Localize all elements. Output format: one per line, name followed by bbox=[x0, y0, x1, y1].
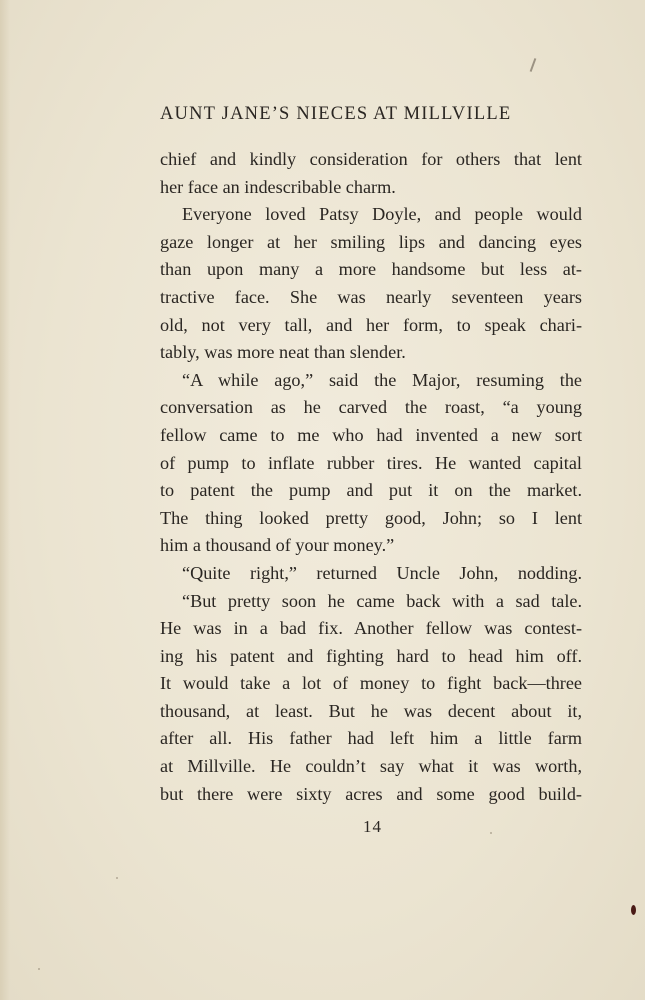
text-line: conversation as he carved the roast, “a young bbox=[160, 397, 582, 418]
paper-speck bbox=[490, 832, 492, 834]
pencil-mark bbox=[530, 58, 537, 72]
text-line: tractive face. She was nearly seventeen years bbox=[160, 286, 582, 307]
text-line: her face an indescribable charm. bbox=[160, 176, 396, 197]
text-line: gaze longer at her smiling lips and dancing eyes bbox=[160, 231, 582, 252]
text-line: him a thousand of your money.” bbox=[160, 535, 395, 556]
text-line: “Quite right,” returned Uncle John, nodding. bbox=[182, 562, 582, 583]
text-line: He was in a bad fix. Another fellow was contest- bbox=[160, 618, 582, 639]
text-line: ing his patent and fighting hard to head him off. bbox=[160, 645, 582, 666]
text-line: of pump to inflate rubber tires. He wanted capital bbox=[160, 452, 582, 473]
text-line: than upon many a more handsome but less at- bbox=[160, 259, 582, 280]
page-number: 14 bbox=[363, 817, 382, 836]
text-line: thousand, at least. But he was decent about it, bbox=[160, 700, 582, 721]
text-line: “But pretty soon he came back with a sad tale. bbox=[182, 590, 582, 611]
text-line: It would take a lot of money to fight back—three bbox=[160, 673, 582, 694]
page-gutter-shadow bbox=[0, 0, 10, 1000]
text-line: at Millville. He couldn’t say what it was worth, bbox=[160, 756, 582, 777]
text-line: old, not very tall, and her form, to speak chari- bbox=[160, 314, 582, 335]
text-line: after all. His father had left him a little farm bbox=[160, 728, 582, 749]
text-line: “A while ago,” said the Major, resuming the bbox=[182, 369, 582, 390]
ink-spot bbox=[631, 905, 636, 915]
body-text bbox=[160, 146, 582, 808]
text-line: to patent the pump and put it on the market. bbox=[160, 480, 582, 501]
text-line: The thing looked pretty good, John; so I lent bbox=[160, 507, 582, 528]
text-line: Everyone loved Patsy Doyle, and people would bbox=[182, 204, 582, 225]
text-line: chief and kindly consideration for others that lent bbox=[160, 149, 582, 169]
paper-speck bbox=[116, 877, 118, 879]
paper-speck bbox=[38, 968, 40, 970]
text-line: fellow came to me who had invented a new sort bbox=[160, 424, 582, 445]
text-line: but there were sixty acres and some good build- bbox=[160, 783, 582, 804]
text-line: tably, was more neat than slender. bbox=[160, 342, 406, 363]
running-head: AUNT JANE’S NIECES AT MILLVILLE bbox=[160, 104, 512, 124]
